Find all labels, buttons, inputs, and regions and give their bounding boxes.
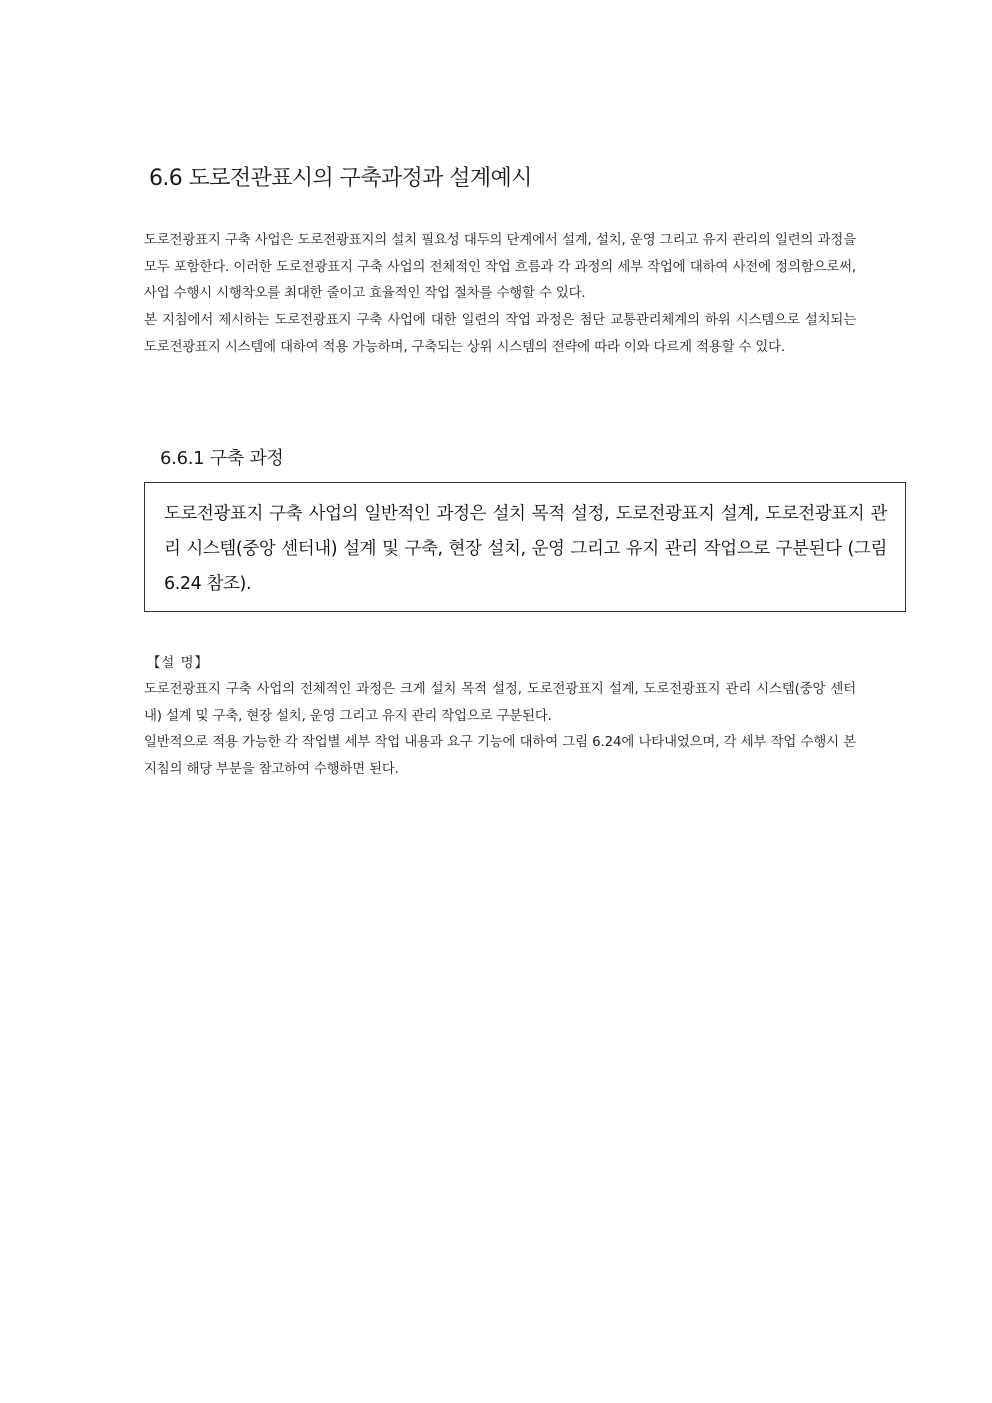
- intro-paragraph: 본 지침에서 제시하는 도로전광표지 구축 사업에 대한 일련의 작업 과정은 첨단 교통관리체계의 하위 시스템으로 설치되는 도로전광표지 시스템에 대하여 적용 가능하며, 구축되는 상위 시스템의 전략에 따라 이와 다르게 적용할 수 있다.: [144, 313, 856, 355]
- explanation-paragraph: 일반적으로 적용 가능한 각 작업별 세부 작업 내용과 요구 기능에 대하여 그림 6.24에 나타내었으며, 각 세부 작업 수행시 본 지침의 해당 부분을 참고하여 수행하면 된다.: [144, 735, 856, 778]
- subsection-title: 6.6.1 구축 과정: [160, 448, 284, 469]
- explanation-paragraph: 도로전광표지 구축 사업의 전체적인 과정은 크게 설치 목적 설정, 도로전광표지 설계, 도로전광표지 관리 시스템(중앙 센터 내) 설계 및 구축, 현장 설치, 운영 그리고 유지 관리 작업으로 구분된다.: [144, 682, 856, 724]
- summary-text: 도로전광표지 구축 사업의 일반적인 과정은 설치 목적 설정, 도로전광표지 설계, 도로전광표지 관리 시스템(중앙 센터내) 설계 및 구축, 현장 설치, 운영 그리고 유지 관리 작업으로 구분된다 (그림 6.24 참조).: [164, 504, 887, 594]
- intro-paragraph: 도로전광표지 구축 사업은 도로전광표지의 설치 필요성 대두의 단계에서 설계, 설치, 운영 그리고 유지 관리의 일련의 과정을 모두 포함한다. 이러한 도로전광표지 구축 사업의 전체적인 작업 흐름과 각 과정의 세부 작업에 대하여 사전에 정의함으로써, 사업 수행시 시행착오를 최대한 줄이고 효율적인 작업 절차를 수행할 수 있다.: [144, 233, 856, 302]
- explanation-text: [144, 677, 856, 784]
- intro-text: [144, 228, 856, 362]
- section-title: 6.6 도로전관표시의 구축과정과 설계예시: [149, 166, 532, 191]
- explanation-label: 【설 명】: [147, 656, 209, 671]
- summary-box: [144, 482, 906, 612]
